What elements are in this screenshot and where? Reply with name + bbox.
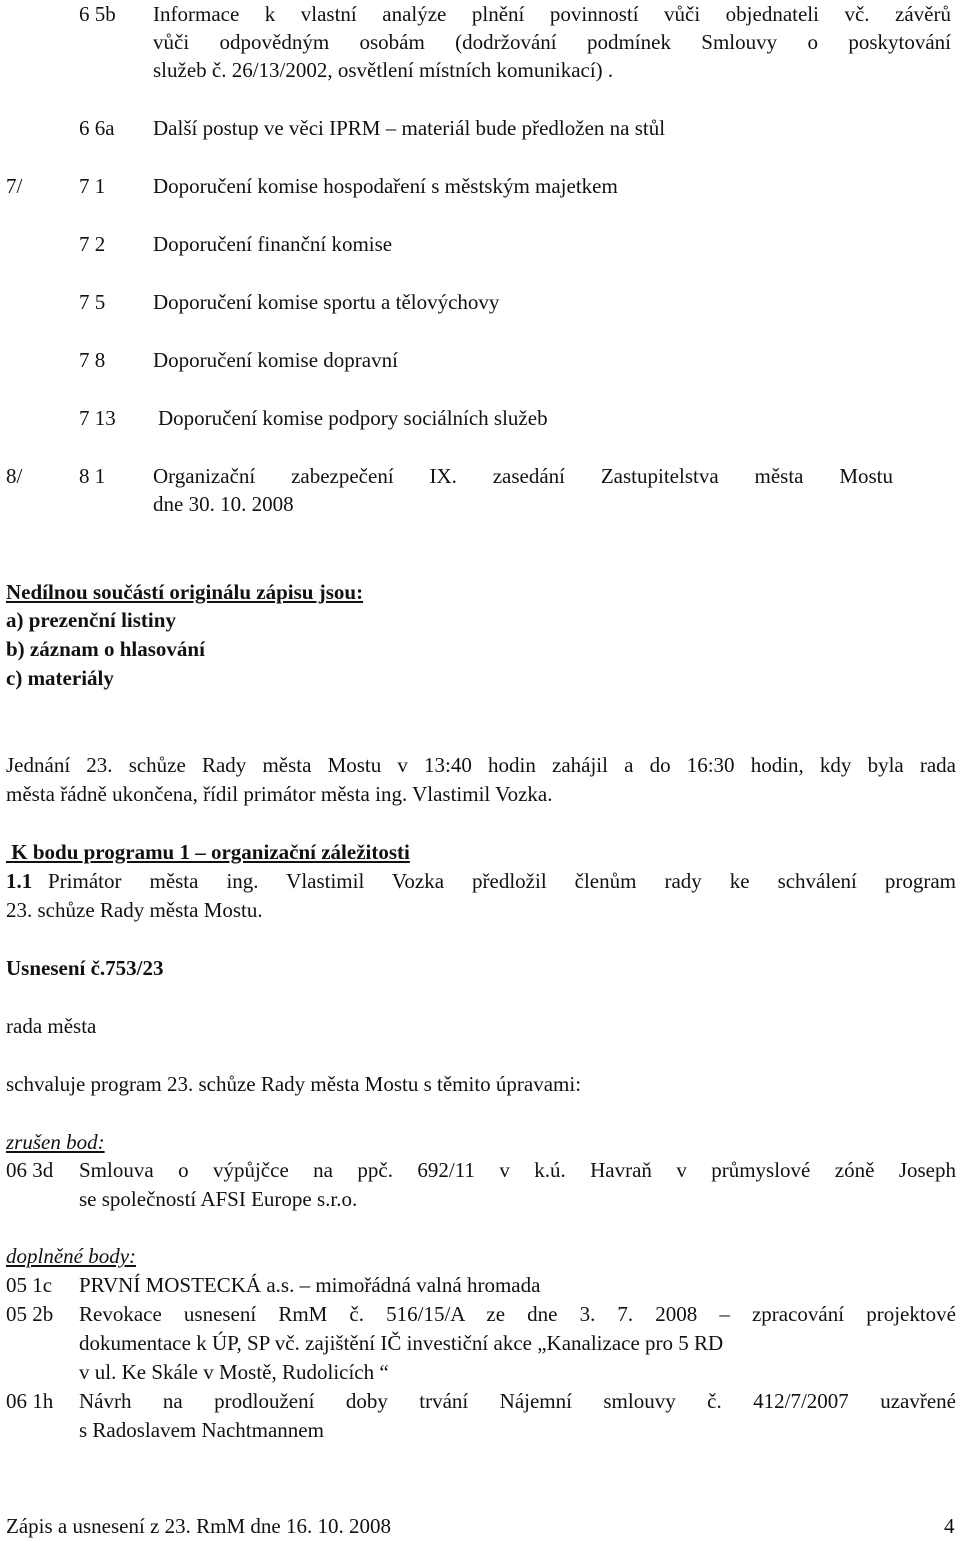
- agenda-item-number: 7 8: [79, 348, 106, 372]
- added-item-text: Návrh na prodloužení doby trvání Nájemní smlouvy č. 412/7/2007 uzavřené: [79, 1389, 956, 1413]
- added-item-text: s Radoslavem Nachtmannem: [79, 1418, 324, 1442]
- attachment-item: a) prezenční listiny: [6, 608, 176, 632]
- agenda-item-text: Doporučení komise dopravní: [153, 348, 398, 372]
- agenda-item-text: vůči odpovědným osobám (dodržování podmínek Smlouvy o poskytování: [153, 30, 951, 54]
- added-heading: doplněné body:: [6, 1244, 137, 1268]
- added-item-text: v ul. Ke Skále v Mostě, Rudolicích “: [79, 1360, 389, 1384]
- agenda-item-number: 7 13: [79, 406, 116, 430]
- meeting-text: města řádně ukončena, řídil primátor města ing. Vlastimil Vozka.: [6, 782, 553, 806]
- agenda-item-text: dne 30. 10. 2008: [153, 492, 294, 516]
- removed-item-text: se společností AFSI Europe s.r.o.: [79, 1187, 358, 1211]
- removed-item-number: 06 3d: [6, 1158, 54, 1182]
- resolution-title: Usnesení č.753/23: [6, 956, 164, 980]
- agenda-item-text: Organizační zabezpečení IX. zasedání Zastupitelstva města Mostu: [153, 464, 893, 488]
- added-item-number: 05 1c: [6, 1273, 53, 1297]
- footer-text: Zápis a usnesení z 23. RmM dne 16. 10. 2008: [6, 1514, 391, 1538]
- added-item-text: Revokace usnesení RmM č. 516/15/A ze dne 3. 7. 2008 – zpracování projektové: [79, 1302, 956, 1326]
- agenda-item-text: služeb č. 26/13/2002, osvětlení místních komunikací) .: [153, 58, 614, 82]
- agenda-item-number: 8 1: [79, 464, 106, 488]
- agenda-item-text: Doporučení komise sportu a tělovýchovy: [153, 290, 500, 314]
- point-number: 1.1: [6, 869, 33, 893]
- resolution-subject: rada města: [6, 1014, 97, 1038]
- agenda-item-text: Doporučení komise hospodaření s městským majetkem: [153, 174, 618, 198]
- added-item-number: 05 2b: [6, 1302, 54, 1326]
- added-item-number: 06 1h: [6, 1389, 54, 1413]
- removed-item-text: Smlouva o výpůjčce na ppč. 692/11 v k.ú. Havraň v průmyslové zóně Joseph: [79, 1158, 956, 1182]
- added-item-text: dokumentace k ÚP, SP vč. zajištění IČ investiční akce „Kanalizace pro 5 RD: [79, 1331, 724, 1355]
- resolution-verb: schvaluje program 23. schůze Rady města Mostu s těmito úpravami:: [6, 1072, 582, 1096]
- agenda-item-number: 7 1: [79, 174, 106, 198]
- section-number: 7/: [6, 174, 23, 198]
- point-text: Primátor města ing. Vlastimil Vozka předložil členům rady ke schválení program: [48, 869, 956, 893]
- agenda-item-text: Informace k vlastní analýze plnění povinností vůči objednateli vč. závěrů: [153, 2, 951, 26]
- attachment-item: b) záznam o hlasování: [6, 637, 205, 661]
- agenda-item-text: Další postup ve věci IPRM – materiál bude předložen na stůl: [153, 116, 666, 140]
- meeting-text: Jednání 23. schůze Rady města Mostu v 13:40 hodin zahájil a do 16:30 hodin, kdy byla rada: [6, 753, 956, 777]
- section-number: 8/: [6, 464, 23, 488]
- page-number: 4: [944, 1514, 955, 1538]
- added-item-text: PRVNÍ MOSTECKÁ a.s. – mimořádná valná hromada: [79, 1273, 541, 1297]
- agenda-item-number: 7 2: [79, 232, 106, 256]
- agenda-item-number: 7 5: [79, 290, 106, 314]
- attachment-item: c) materiály: [6, 666, 114, 690]
- agenda-item-text: Doporučení finanční komise: [153, 232, 393, 256]
- agenda-item-number: 6 6a: [79, 116, 115, 140]
- removed-heading: zrušen bod:: [6, 1130, 105, 1154]
- agenda-item-text: Doporučení komise podpory sociálních služeb: [158, 406, 548, 430]
- point-text: 23. schůze Rady města Mostu.: [6, 898, 263, 922]
- agenda-item-number: 6 5b: [79, 2, 116, 26]
- attachments-heading: Nedílnou součástí originálu zápisu jsou:: [6, 580, 364, 604]
- point-heading: K bodu programu 1 – organizační záležitosti: [6, 840, 410, 864]
